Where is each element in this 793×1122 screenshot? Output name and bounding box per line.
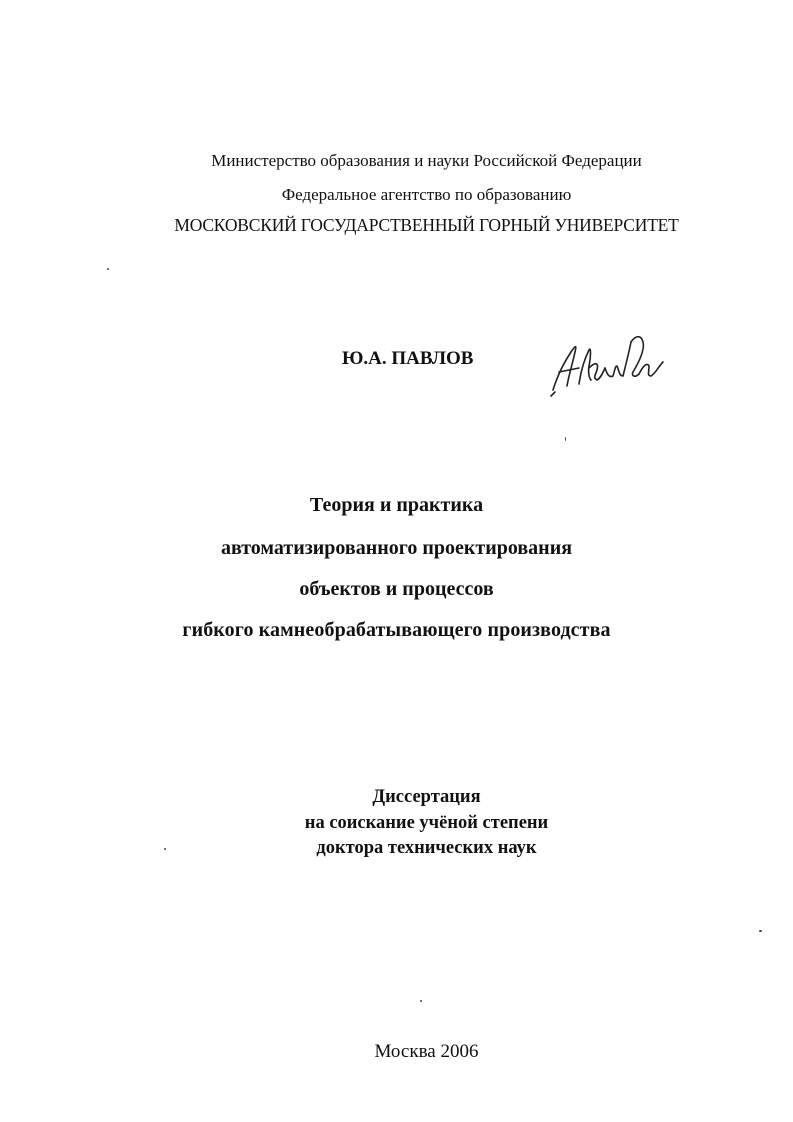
scan-speck xyxy=(565,437,566,441)
scan-speck xyxy=(759,930,762,932)
university-name: МОСКОВСКИЙ ГОСУДАРСТВЕННЫЙ ГОРНЫЙ УНИВЕРСИТЕТ xyxy=(174,215,679,235)
dissertation-degree: доктора технических наук xyxy=(316,838,537,858)
dissertation-type: Диссертация xyxy=(372,787,481,807)
agency-name: Федеральное агентство по образованию xyxy=(281,185,572,204)
ministry-name: Министерство образования и науки Российской Федерации xyxy=(211,151,642,170)
title-line-3: объектов и процессов xyxy=(299,578,494,600)
scan-speck xyxy=(107,268,109,270)
dissertation-purpose: на соискание учёной степени xyxy=(304,813,549,833)
title-line-2: автоматизированного проектирования xyxy=(220,537,573,559)
scan-speck xyxy=(164,848,166,850)
title-line-4: гибкого камнеобрабатывающего производства xyxy=(182,619,611,641)
author-name: Ю.А. ПАВЛОВ xyxy=(342,348,474,369)
scan-speck xyxy=(420,1000,422,1002)
signature-icon xyxy=(545,322,675,402)
place-and-year: Москва 2006 xyxy=(374,1041,479,1062)
title-line-1: Теория и практика xyxy=(309,494,484,516)
